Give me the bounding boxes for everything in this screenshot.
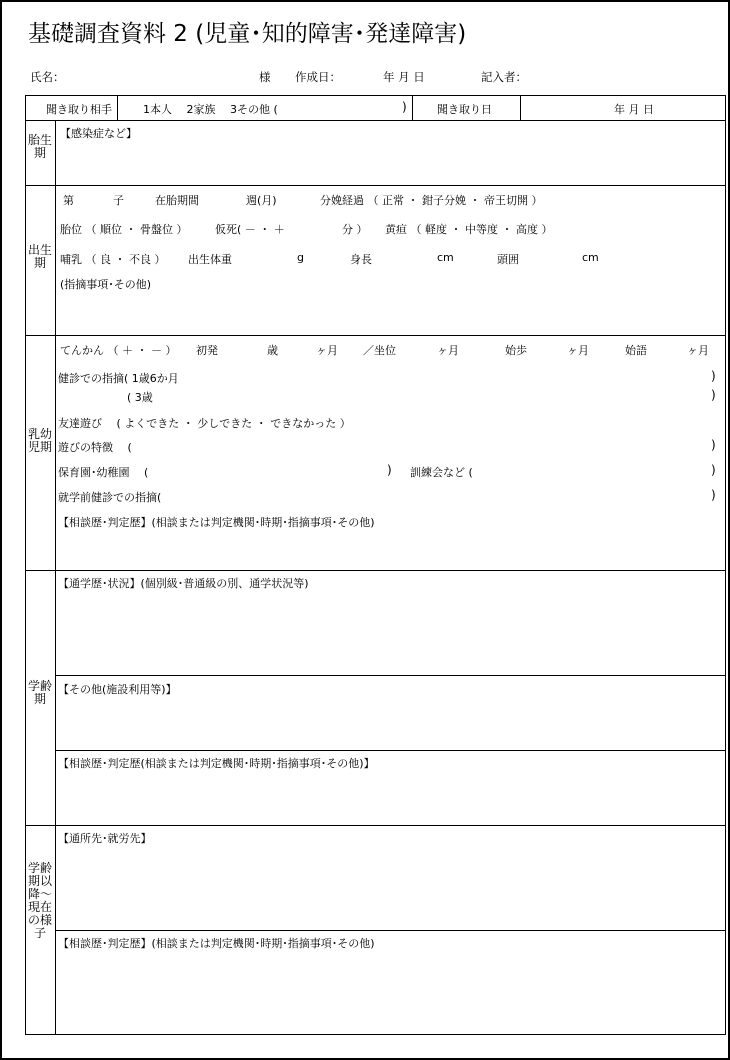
friends-play-options[interactable]: 友達遊び ( よくできた ・ 少しできた ・ できなかった ） xyxy=(58,417,351,430)
interview-partner-options[interactable]: 1本人 2家族 3その他 ( xyxy=(143,103,278,116)
paren-close: ) xyxy=(711,369,716,383)
epilepsy-options[interactable]: てんかん （ ＋ ・ － ） xyxy=(60,344,177,357)
birth-notes-label: (指摘事項･その他) xyxy=(60,278,152,291)
preschool-checkup-label: 就学前健診での指摘( xyxy=(58,491,162,504)
age-unit: 歳 xyxy=(267,344,278,357)
speech-label: 始語 xyxy=(625,344,647,357)
interview-date-value[interactable]: 年 月 日 xyxy=(614,103,654,116)
delivery-options[interactable]: 分娩経過 （ 正常 ・ 鉗子分娩 ・ 帝王切開 ） xyxy=(320,194,543,207)
nursery-label: 保育園･幼稚園 ( xyxy=(58,466,149,479)
month-unit: ヶ月 xyxy=(316,344,338,357)
created-date-label: 作成日： xyxy=(295,70,341,84)
honorific: 様 xyxy=(259,70,271,84)
minutes-label: 分 ） xyxy=(342,223,368,236)
workplace-heading: 【通所先･就労先】 xyxy=(58,832,152,845)
play-features-label: 遊びの特徴 ( xyxy=(58,441,132,454)
other-facilities-heading: 【その他(施設利用等)】 xyxy=(58,683,177,696)
created-date-value: 年 月 日 xyxy=(383,70,425,84)
paren-close: ) xyxy=(402,100,407,114)
document-title: 基礎調査資料 2 (児童･知的障害･発達障害) xyxy=(28,21,467,47)
gestation-label: 在胎期間 xyxy=(155,194,199,207)
birth-weight-label: 出生体重 xyxy=(188,253,232,266)
cm-unit: cm xyxy=(582,251,599,264)
interview-date-label: 聞き取り日 xyxy=(437,103,492,116)
section-label-school: 学齢期 xyxy=(27,679,52,706)
gram-unit: g xyxy=(297,251,304,264)
month-unit: ヶ月 xyxy=(437,344,459,357)
month-unit: ヶ月 xyxy=(687,344,709,357)
current-consultation-heading: 【相談歴･判定歴】(相談または判定機関･時期･指摘事項･その他) xyxy=(58,937,375,950)
name-label: 氏名： xyxy=(30,70,65,84)
writer-label: 記入者： xyxy=(481,70,527,84)
section-label-birth: 出生期 xyxy=(27,243,52,270)
paren-close: ) xyxy=(387,463,392,477)
training-label: 訓練会など ( xyxy=(410,466,473,479)
infection-heading: 【感染症など】 xyxy=(60,127,137,140)
checkup-3y-label: ( 3歳 xyxy=(127,391,153,404)
birth-order-label: 第 xyxy=(63,194,74,207)
paren-close: ) xyxy=(711,488,716,502)
section-label-after-school: 学齢期以降～現在の様子 xyxy=(27,861,52,940)
child-label: 子 xyxy=(113,194,124,207)
onset-label: 初発 xyxy=(196,344,218,357)
paren-close: ) xyxy=(711,438,716,452)
paren-close: ) xyxy=(711,388,716,402)
checkup-18m-label: 健診での指摘( 1歳6か月 xyxy=(58,372,179,385)
walking-label: 始歩 xyxy=(505,344,527,357)
cm-unit: cm xyxy=(437,251,454,264)
sitting-label: ／坐位 xyxy=(363,344,396,357)
consultation-history-heading: 【相談歴･判定歴】(相談または判定機関･時期･指摘事項･その他) xyxy=(58,516,375,529)
height-label: 身長 xyxy=(350,253,372,266)
head-circumference-label: 頭囲 xyxy=(497,253,519,266)
jaundice-options[interactable]: 黄疸 （ 軽度 ・ 中等度 ・ 高度 ） xyxy=(385,223,553,236)
school-consultation-heading: 【相談歴･判定歴(相談または判定機関･時期･指摘事項･その他)】 xyxy=(58,757,375,770)
section-label-prenatal: 胎生期 xyxy=(27,133,52,160)
interview-partner-label: 聞き取り相手 xyxy=(46,103,112,116)
weeks-label: 週(月) xyxy=(246,194,277,207)
paren-close: ) xyxy=(711,463,716,477)
fetal-position-options[interactable]: 胎位 （ 順位 ・ 骨盤位 ） xyxy=(60,223,188,236)
section-label-infancy: 乳幼児期 xyxy=(27,427,52,454)
school-history-heading: 【通学歴･状況】(個別級･普通級の別、通学状況等) xyxy=(58,577,309,590)
asphyxia-options[interactable]: 仮死( － ・ ＋ xyxy=(215,223,285,236)
month-unit: ヶ月 xyxy=(567,344,589,357)
feeding-options[interactable]: 哺乳 （ 良 ・ 不良 ） xyxy=(60,253,166,266)
